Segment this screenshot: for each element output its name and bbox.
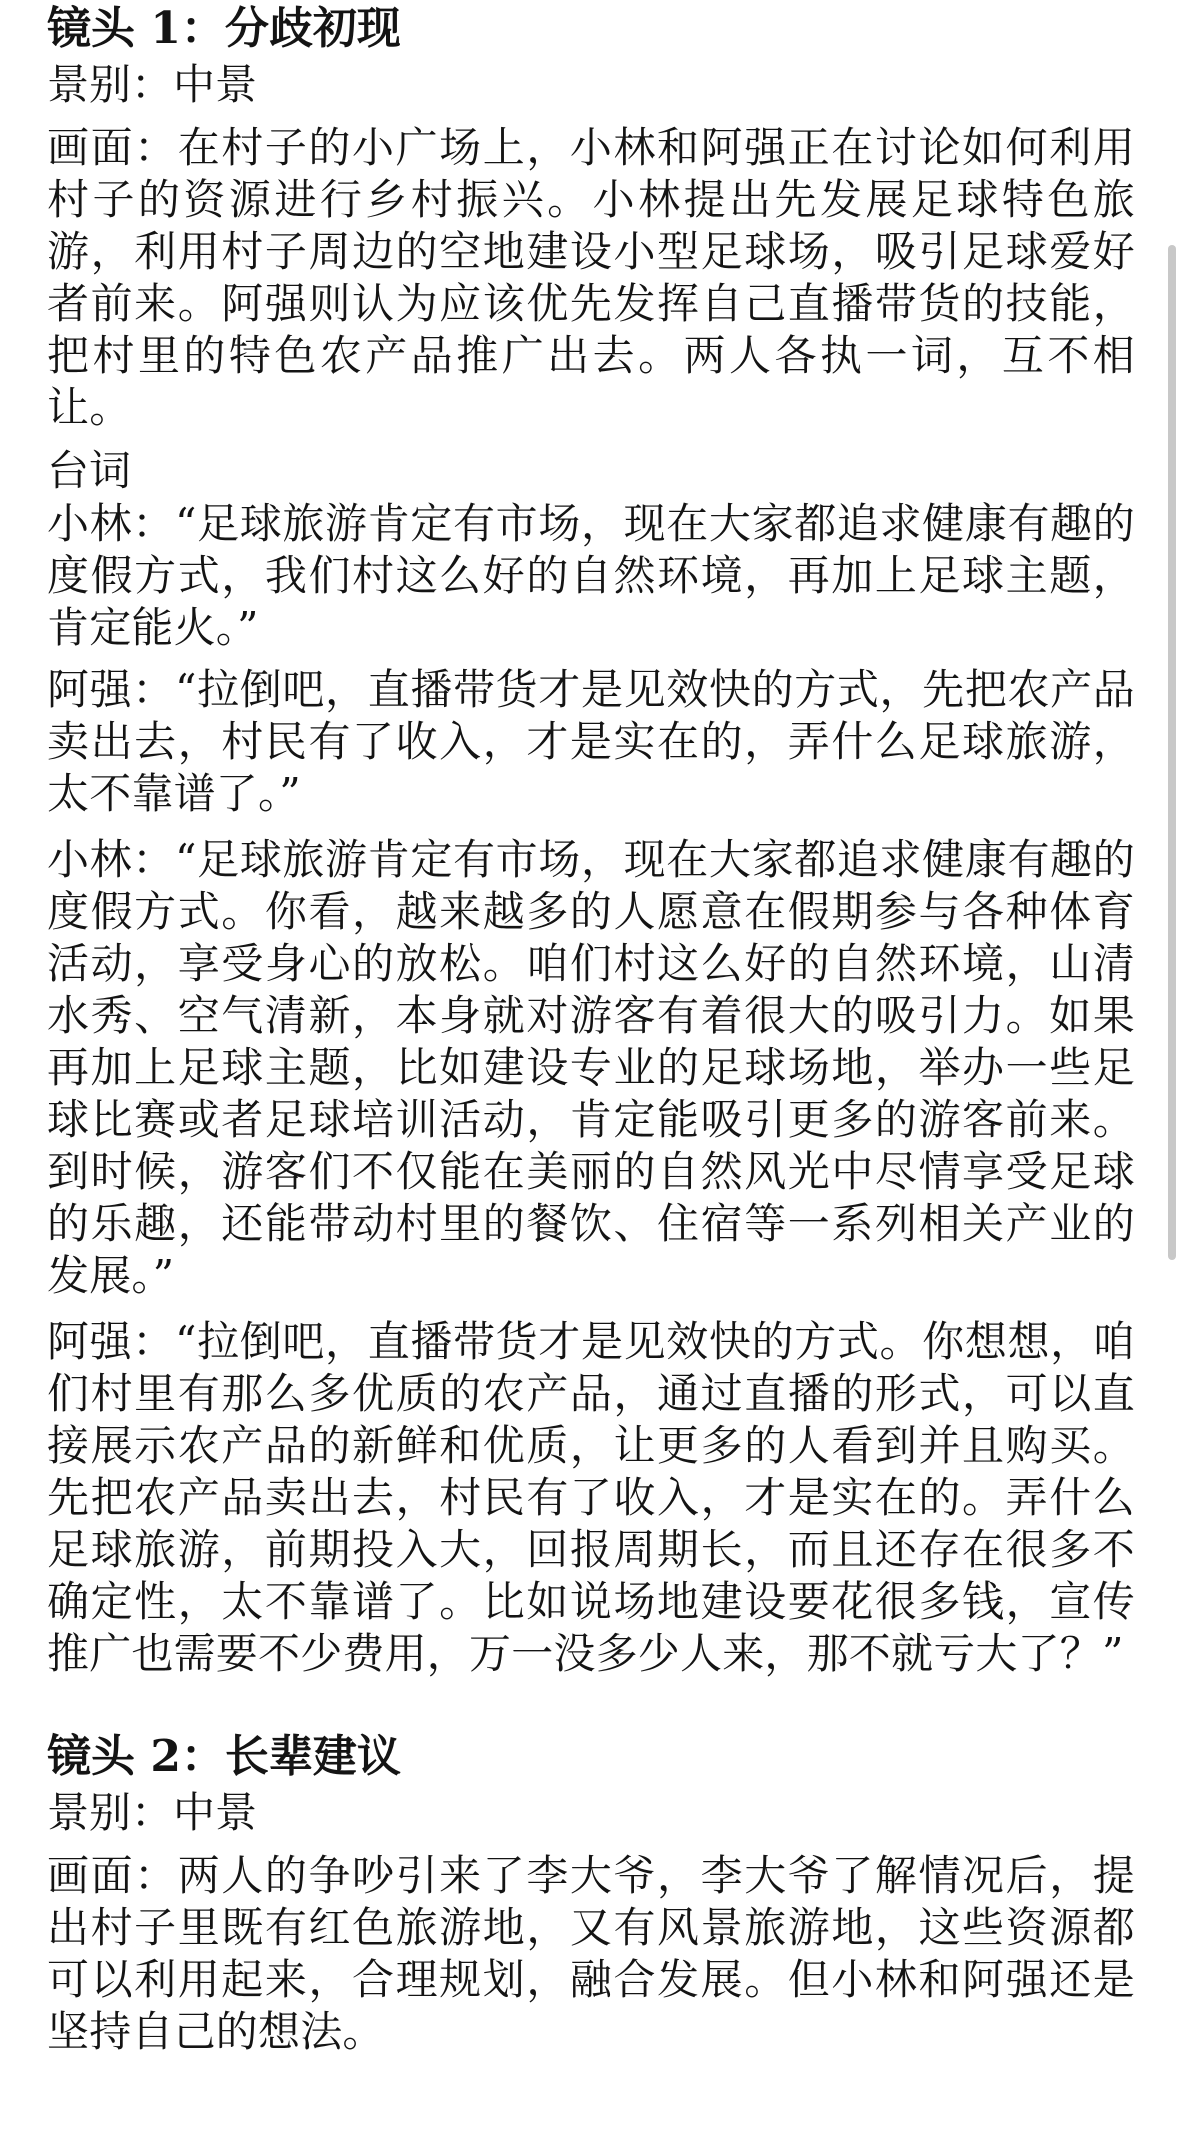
- shot1-scene: 画面：在村子的小广场上，小林和阿强正在讨论如何利用村子的资源进行乡村振兴。小林提出先发展足球特色旅游，利用村子周边的空地建设小型足球场，吸引足球爱好者前来。阿强则认为应该优先发挥自己直播带货的技能，把村里的特色农产品推广出去。两人各执一词，互不相让。: [47, 123, 1135, 432]
- script-document: [47, 0, 1135, 2058]
- shot1-lines-label: 台词: [47, 446, 132, 495]
- dialogue-line: 阿强：“拉倒吧，直播带货才是见效快的方式。你想想，咱们村里有那么多优质的农产品，通过直播的形式，可以直接展示农产品的新鲜和优质，让更多的人看到并且购买。先把农产品卖出去，村民有了收入，才是实在的。弄什么足球旅游，前期投入大，回报周期长，而且还存在很多不确定性，太不靠谱了。比如说场地建设要花很多钱，宣传推广也需要不少费用，万一没多少人来，那不就亏大了？”: [47, 1317, 1135, 1678]
- shot2-framing: 景别：中景: [47, 1788, 258, 1837]
- dialogue-line: 小林：“足球旅游肯定有市场，现在大家都追求健康有趣的度假方式，我们村这么好的自然环境，再加上足球主题，肯定能火。”: [47, 499, 1135, 652]
- dialogue-line: 小林：“足球旅游肯定有市场，现在大家都追求健康有趣的度假方式。你看，越来越多的人愿意在假期参与各种体育活动，享受身心的放松。咱们村这么好的自然环境，山清水秀、空气清新，本身就对游客有着很大的吸引力。如果再加上足球主题，比如建设专业的足球场地，举办一些足球比赛或者足球培训活动，肯定能吸引更多的游客前来。到时候，游客们不仅能在美丽的自然风光中尽情享受足球的乐趣，还能带动村里的餐饮、住宿等一系列相关产业的发展。”: [47, 835, 1135, 1300]
- vertical-scrollbar[interactable]: [1168, 245, 1176, 1260]
- dialogue-line: 阿强：“拉倒吧，直播带货才是见效快的方式，先把农产品卖出去，村民有了收入，才是实在的，弄什么足球旅游，太不靠谱了。”: [47, 665, 1135, 818]
- shot1-framing: 景别：中景: [47, 60, 258, 109]
- shot2-heading: 镜头 2：长辈建议: [47, 1731, 401, 1782]
- shot2-scene: 画面：两人的争吵引来了李大爷，李大爷了解情况后，提出村子里既有红色旅游地，又有风景旅游地，这些资源都可以利用起来，合理规划，融合发展。但小林和阿强还是坚持自己的想法。: [47, 1851, 1135, 2056]
- shot1-heading: 镜头 1：分歧初现: [47, 3, 401, 54]
